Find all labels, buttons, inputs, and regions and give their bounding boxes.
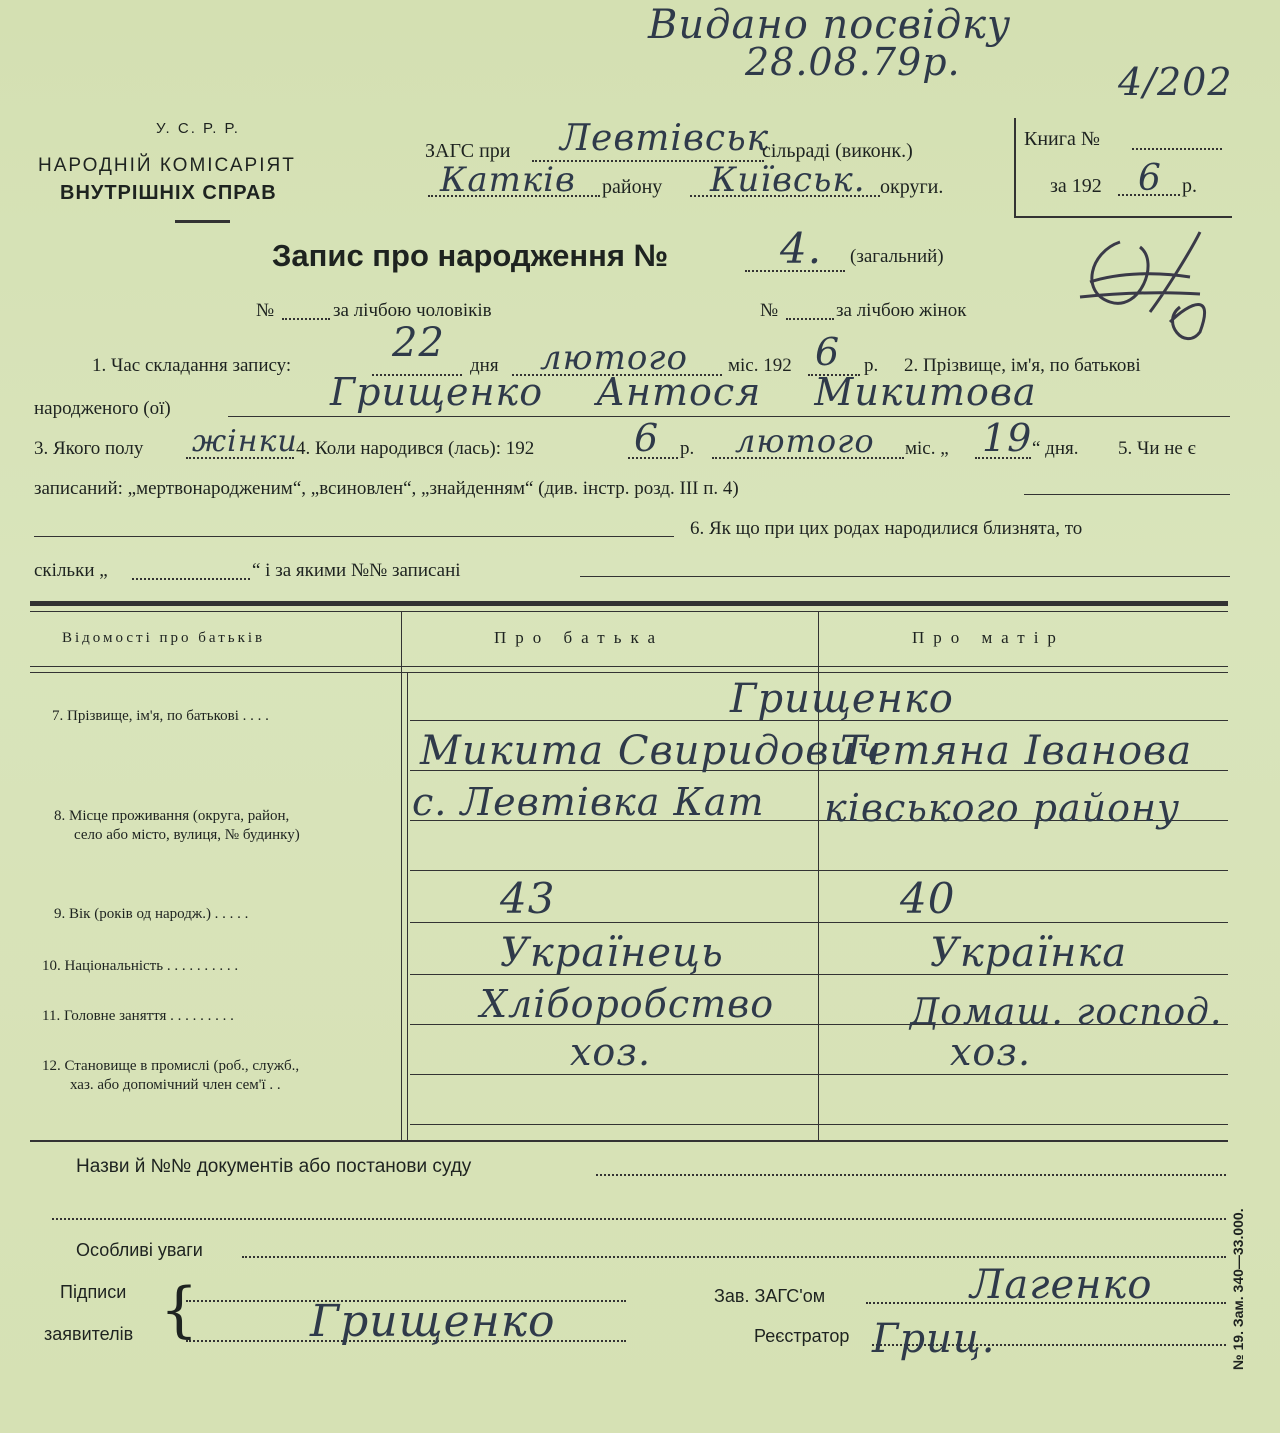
- issued-date: 28.08.79р.: [745, 40, 961, 84]
- field3-label: 3. Якого полу: [34, 438, 144, 459]
- father-name: Микита Свиридович: [420, 728, 883, 774]
- record-title-suffix: (загальний): [850, 246, 944, 267]
- men-count-line: [282, 318, 330, 320]
- mother-residence: ківського району: [824, 786, 1181, 830]
- field5-label: 5. Чи не є: [1118, 438, 1196, 459]
- signatures-label2: заявителів: [44, 1324, 134, 1344]
- mother-status: хоз.: [950, 1030, 1032, 1074]
- documents-line2: [52, 1218, 1226, 1220]
- table-bottom-rule: [30, 1140, 1228, 1142]
- row9-label: 9. Вік (років од народж.) . . . . .: [54, 906, 249, 922]
- district-suffix: району: [602, 176, 663, 198]
- commissariat-line1: НАРОДНІЙ КОМІСАРІЯТ: [38, 155, 296, 176]
- corner-number: 4/202: [1118, 60, 1233, 104]
- mother-age: 40: [900, 874, 956, 923]
- print-info: № 19. Зам. 340—33.000.: [1230, 1208, 1246, 1370]
- issued-note: Видано посвідку: [648, 2, 1012, 48]
- commissariat-line2: ВНУТРІШНІХ СПРАВ: [60, 182, 277, 204]
- head-label: Зав. ЗАГС'ом: [714, 1286, 826, 1306]
- okruh-value: Київськ.: [710, 160, 866, 200]
- father-status: хоз.: [570, 1030, 652, 1074]
- row8-label-a: 8. Місце проживання (округа, район,: [54, 808, 290, 824]
- documents-label: Назви й №№ документів або постанови суду: [76, 1156, 472, 1177]
- field1-year-suffix: р.: [864, 355, 879, 376]
- table-top-rule-thin: [30, 611, 1228, 612]
- birth-day: 19: [982, 416, 1033, 460]
- header-divider: [175, 220, 230, 223]
- signatures-brace: {: [160, 1275, 199, 1345]
- women-count-line: [786, 318, 834, 320]
- father-nationality: Українець: [500, 930, 724, 976]
- men-count-label: за лічбою чоловіків: [333, 300, 492, 321]
- book-year-suffix: р.: [1182, 175, 1197, 197]
- field1-day-label: дня: [470, 355, 499, 376]
- registrar-signature: Гриц.: [872, 1316, 996, 1362]
- field6-count-line: [132, 578, 250, 580]
- men-count-prefix: №: [256, 300, 275, 321]
- header-mother: Про матір: [912, 628, 1065, 647]
- field2-line: [228, 416, 1230, 417]
- table-header-rule: [30, 666, 1228, 667]
- surname-common: Грищенко: [730, 676, 954, 722]
- women-count-prefix: №: [760, 300, 779, 321]
- field4-year-suffix: р.: [680, 438, 695, 459]
- field6-label3: “ і за якими №№ записані: [252, 560, 461, 581]
- field6-label2: скільки „: [34, 560, 108, 581]
- book-year-value: 6: [1138, 158, 1162, 199]
- row-line-8b: [410, 870, 1228, 871]
- village-suffix: сільраді (виконк.): [762, 140, 913, 162]
- row-line-12b: [410, 1124, 1228, 1125]
- field2-label: 2. Прізвище, ім'я, по батькові: [904, 355, 1141, 376]
- field1-month-label: міс. 192: [728, 355, 792, 376]
- field1-day: 22: [392, 320, 445, 366]
- notes-label: Особливі уваги: [76, 1240, 203, 1260]
- row7-label: 7. Прізвище, ім'я, по батькові . . . .: [52, 708, 269, 724]
- header-father: Про батька: [494, 628, 665, 647]
- field6-label: 6. Як що при цих родах народилися близнята, то: [690, 518, 1083, 539]
- row10-label: 10. Національність . . . . . . . . . .: [42, 958, 239, 974]
- row11-label: 11. Головне заняття . . . . . . . . .: [42, 1008, 234, 1024]
- header-parents: Відомості про батьків: [62, 630, 266, 646]
- mother-name: Тетяна Іванова: [840, 728, 1193, 774]
- table-top-rule: [30, 601, 1228, 606]
- field5-line: [1024, 494, 1230, 495]
- field4-day-label: “ дня.: [1032, 438, 1079, 459]
- registrar-label: Реєстратор: [754, 1326, 850, 1346]
- field1-year: 6: [815, 330, 841, 374]
- table-col-divider1: [401, 612, 402, 1140]
- row12-label-a: 12. Становище в промислі (роб., служб.,: [42, 1058, 300, 1074]
- field1-label: 1. Час складання запису:: [92, 355, 292, 376]
- birth-month: лютого: [735, 422, 875, 460]
- field6-line: [580, 576, 1230, 577]
- women-count-label: за лічбою жінок: [836, 300, 967, 321]
- applicant-signature: Грищенко: [310, 1296, 556, 1347]
- table-header-rule2: [30, 672, 1228, 673]
- zags-prefix: ЗАГС при: [425, 140, 511, 162]
- republic-label: У. С. Р. Р.: [156, 120, 240, 137]
- field1-month: лютого: [540, 338, 688, 378]
- field5-label2: записаний: „мертвонародженим“, „всиновлен“, „знайденням“ (див. інстр. розд. III п. 4): [34, 478, 739, 499]
- okruh-suffix: округи.: [880, 176, 944, 198]
- field5-line2: [34, 536, 674, 537]
- field4-label: 4. Коли народився (лась): 192: [296, 438, 535, 459]
- field2-label2: народженого (ої): [34, 398, 171, 419]
- village-value: Левтівськ: [560, 118, 770, 159]
- mother-occupation: Домаш. господ.: [910, 992, 1223, 1033]
- signatures-label1: Підписи: [60, 1282, 127, 1302]
- row8-label-b: село або місто, вулиця, № будинку): [74, 827, 300, 843]
- father-residence: с. Левтівка Кат: [412, 780, 765, 824]
- child-name: Грищенко Антося Микитова: [330, 370, 1037, 414]
- table-col-divider1b: [407, 672, 408, 1140]
- father-age: 43: [500, 874, 556, 923]
- record-number: 4.: [780, 224, 823, 273]
- row12-label-b: хаз. або допомічний член сем'ї . .: [70, 1077, 281, 1093]
- district-value: Катків: [440, 160, 576, 200]
- record-title: Запис про народження №: [272, 238, 669, 273]
- head-signature: Лагенко: [970, 1262, 1153, 1308]
- book-number-line: [1132, 148, 1222, 150]
- book-year-prefix: за 192: [1050, 175, 1102, 197]
- stamp-scribble: [1050, 222, 1220, 342]
- child-sex: жінки: [192, 424, 298, 459]
- notes-line: [242, 1256, 1226, 1258]
- mother-nationality: Українка: [930, 930, 1128, 976]
- father-occupation: Хліборобство: [480, 982, 775, 1026]
- row-line-12: [410, 1074, 1228, 1075]
- birth-year: 6: [634, 416, 660, 460]
- field4-month-label: міс. „: [905, 438, 949, 459]
- documents-line: [596, 1174, 1226, 1176]
- book-label: Книга №: [1024, 128, 1100, 150]
